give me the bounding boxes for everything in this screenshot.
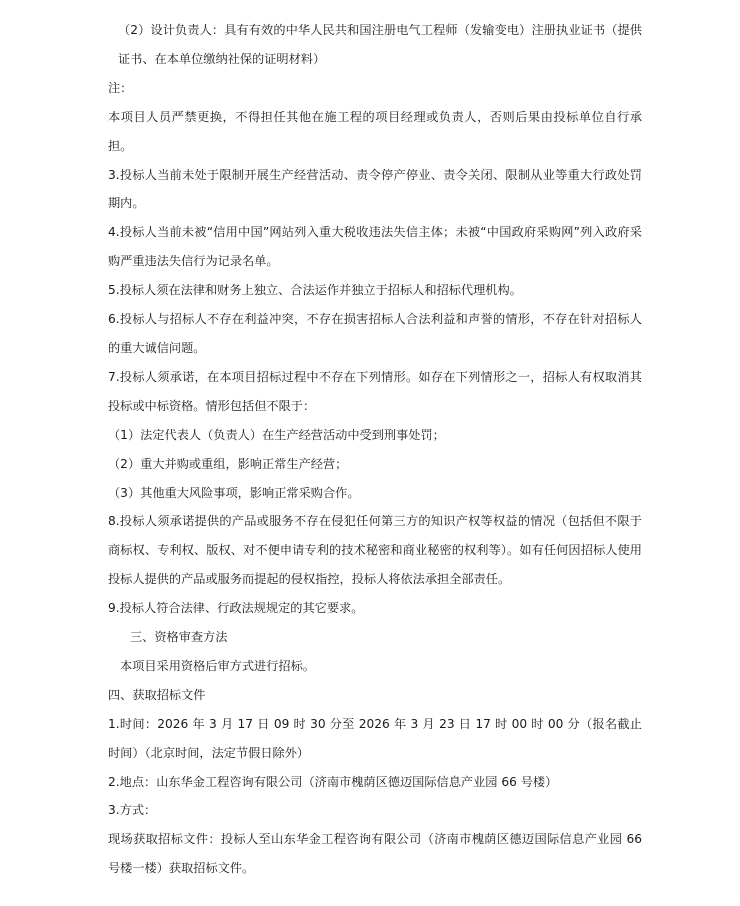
paragraph-obtain-location: 2.地点：山东华金工程咨询有限公司（济南市槐荫区德迈国际信息产业园 66 号楼）	[108, 774, 558, 789]
paragraph-item-4: 4.投标人当前未被“信用中国”网站列入重大税收违法失信主体；未被“中国政府采购网”列入政府采购严重违法失信行为记录名单。	[108, 225, 642, 269]
paragraph-item-9: 9.投标人符合法律、行政法规规定的其它要求。	[108, 601, 364, 616]
paragraph-obtain-time: 1.时间：2026 年 3 月 17 日 09 时 30 分至 2026 年 3 月 23 日 17 时 00 时 00 分（报名截止时间）（北京时间，法定节假日除外）	[108, 716, 642, 760]
paragraph-obtain-method-label: 3.方式：	[108, 803, 157, 818]
section-heading-qualification-review: 三、资格审查方法	[130, 630, 228, 645]
paragraph-item-6: 6.投标人与招标人不存在利益冲突，不存在损害招标人合法利益和声誉的情形，不存在针对招标人的重大诚信问题。	[108, 312, 642, 355]
paragraph-review-method: 本项目采用资格后审方式进行招标。	[120, 658, 315, 673]
section-heading-obtain-documents: 四、获取招标文件	[108, 687, 206, 702]
document-body	[108, 16, 642, 883]
paragraph-item-3: 3.投标人当前未处于限制开展生产经营活动、责令停产停业、责令关闭、限制从业等重大行政处罚期内。	[108, 167, 642, 211]
paragraph-obtain-method-detail: 现场获取招标文件：投标人至山东华金工程咨询有限公司（济南市槐荫区德迈国际信息产业园 66 号楼一楼）获取招标文件。	[108, 832, 642, 876]
paragraph-item-8: 8.投标人须承诺提供的产品或服务不存在侵犯任何第三方的知识产权等权益的情况（包括但不限于商标权、专利权、版权、对不便申请专利的技术秘密和商业秘密的权利等）。如有任何因招标人使用投标人提供的产品或服务而提起的侵权指控，投标人将依法承担全部责任。	[108, 514, 642, 587]
paragraph-designer-requirement: （2）设计负责人：具有有效的中华人民共和国注册电气工程师（发输变电）注册执业证书（提供证书、在本单位缴纳社保的证明材料）	[118, 23, 642, 66]
paragraph-item-7-sub-2: （2）重大并购或重组，影响正常生产经营；	[108, 456, 348, 471]
paragraph-personnel-note: 本项目人员严禁更换，不得担任其他在施工程的项目经理或负责人，否则后果由投标单位自行承担。	[108, 109, 642, 153]
paragraph-note-label: 注：	[108, 80, 133, 95]
paragraph-item-7: 7.投标人须承诺，在本项目招标过程中不存在下列情形。如存在下列情形之一，招标人有权取消其投标或中标资格。情形包括但不限于：	[108, 369, 642, 413]
paragraph-item-7-sub-3: （3）其他重大风险事项，影响正常采购合作。	[108, 485, 360, 500]
paragraph-item-7-sub-1: （1）法定代表人（负责人）在生产经营活动中受到刑事处罚；	[108, 427, 445, 442]
paragraph-item-5: 5.投标人须在法律和财务上独立、合法运作并独立于招标人和招标代理机构。	[108, 283, 522, 298]
